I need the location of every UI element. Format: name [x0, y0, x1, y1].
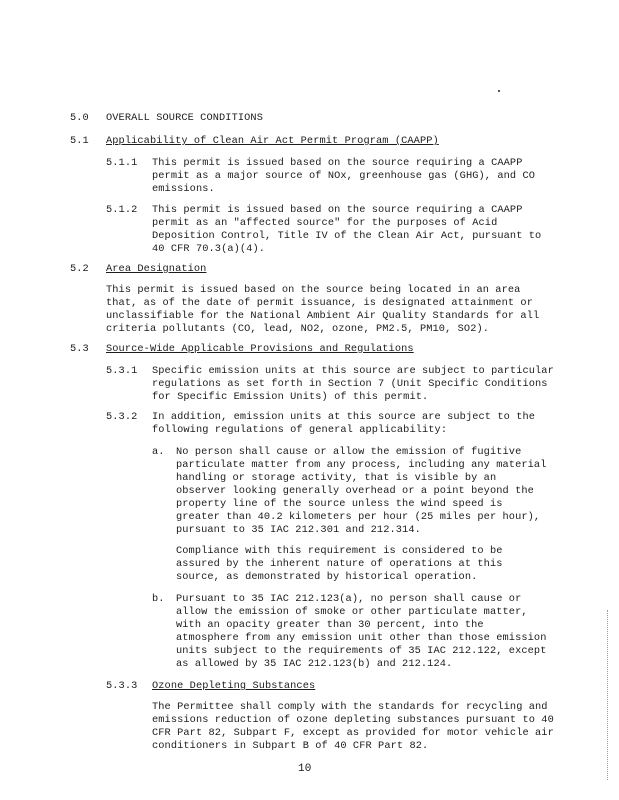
- paragraph-line: following regulations of general applicability:: [152, 424, 448, 436]
- paragraph-line: This permit is issued based on the source being located in an area: [106, 284, 521, 296]
- section-number: 5.2: [70, 263, 89, 275]
- subsection-number: 5.3.3: [106, 680, 138, 692]
- list-item-label: a.: [152, 446, 165, 458]
- subsection-number: 5.3.1: [106, 365, 138, 377]
- paragraph-line: atmosphere from any emission unit other than those emission: [176, 632, 547, 644]
- subsection-title: Ozone Depleting Substances: [152, 680, 316, 692]
- paragraph-line: unclassifiable for the National Ambient Air Quality Standards for all: [106, 310, 540, 322]
- paragraph-line: In addition, emission units at this source are subject to the: [152, 411, 536, 423]
- paragraph-line: This permit is issued based on the source requiring a CAAPP: [152, 157, 523, 169]
- section-title: OVERALL SOURCE CONDITIONS: [106, 112, 263, 124]
- paragraph-line: units subject to the requirements of 35 IAC 212.122, except: [176, 645, 547, 657]
- section-number: 5.1: [70, 135, 89, 147]
- section-title: Applicability of Clean Air Act Permit Program (CAAPP): [106, 135, 439, 147]
- paragraph-line: permit as an "affected source" for the purposes of Acid: [152, 217, 498, 229]
- paragraph-line: emissions reduction of ozone depleting substances pursuant to 40: [152, 714, 554, 726]
- section-number: 5.0: [70, 112, 89, 124]
- subsection-number: 5.3.2: [106, 411, 138, 423]
- speck: [498, 90, 500, 92]
- paragraph-line: as allowed by 35 IAC 212.123(b) and 212.124.: [176, 658, 453, 670]
- paragraph-line: source, as demonstrated by historical operation.: [176, 571, 478, 583]
- paragraph-line: observer looking generally overhead or a point beyond the: [176, 485, 534, 497]
- section-number: 5.3: [70, 343, 89, 355]
- section-title: Source-Wide Applicable Provisions and Regulations: [106, 343, 414, 355]
- paragraph-line: This permit is issued based on the source requiring a CAAPP: [152, 204, 523, 216]
- paragraph-line: assured by the inherent nature of operations at this: [176, 558, 503, 570]
- scan-edge-line: [607, 610, 609, 780]
- paragraph-line: for Specific Emission Units) of this permit.: [152, 391, 429, 403]
- paragraph-line: No person shall cause or allow the emission of fugitive: [176, 446, 522, 458]
- paragraph-line: permit as a major source of NOx, greenhouse gas (GHG), and CO: [152, 170, 536, 182]
- paragraph-line: handling or storage activity, that is visible by an: [176, 472, 497, 484]
- paragraph-line: greater than 40.2 kilometers per hour (25 miles per hour),: [176, 511, 541, 523]
- paragraph-line: that, as of the date of permit issuance, is designated attainment or: [106, 297, 533, 309]
- paragraph-line: regulations as set forth in Section 7 (Unit Specific Conditions: [152, 378, 548, 390]
- subsection-number: 5.1.2: [106, 204, 138, 216]
- paragraph-line: with an opacity greater than 30 percent, into the: [176, 619, 484, 631]
- list-item-label: b.: [152, 593, 165, 605]
- paragraph-line: 40 CFR 70.3(a)(4).: [152, 243, 266, 255]
- paragraph-line: Pursuant to 35 IAC 212.123(a), no person shall cause or: [176, 593, 522, 605]
- paragraph-line: pursuant to 35 IAC 212.301 and 212.314.: [176, 524, 421, 536]
- paragraph-line: CFR Part 82, Subpart F, except as provided for motor vehicle air: [152, 727, 554, 739]
- paragraph-line: particulate matter from any process, including any material: [176, 459, 547, 471]
- section-title: Area Designation: [106, 263, 207, 275]
- paragraph-line: criteria pollutants (CO, lead, NO2, ozone, PM2.5, PM10, SO2).: [106, 323, 490, 335]
- page-number: 10: [298, 763, 312, 775]
- paragraph-line: property line of the source unless the wind speed is: [176, 498, 503, 510]
- paragraph-line: The Permittee shall comply with the standards for recycling and: [152, 701, 548, 713]
- paragraph-line: Specific emission units at this source are subject to particular: [152, 365, 554, 377]
- paragraph-line: allow the emission of smoke or other particulate matter,: [176, 606, 528, 618]
- subsection-number: 5.1.1: [106, 157, 138, 169]
- paragraph-line: emissions.: [152, 183, 215, 195]
- paragraph-line: Deposition Control, Title IV of the Clean Air Act, pursuant to: [152, 230, 542, 242]
- paragraph-line: Compliance with this requirement is considered to be: [176, 545, 503, 557]
- paragraph-line: conditioners in Subpart B of 40 CFR Part 82.: [152, 740, 429, 752]
